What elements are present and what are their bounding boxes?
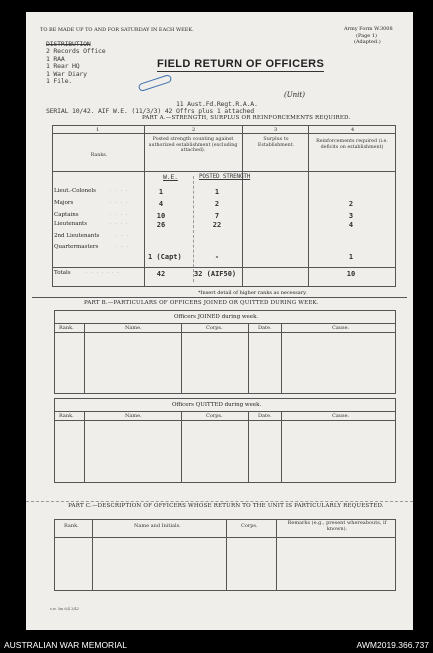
footnote: *Insert detail of higher ranks as necessary.	[198, 290, 307, 296]
reinf-value: 4	[348, 221, 354, 229]
distribution-line: 1 File.	[46, 77, 72, 85]
col-rank: Rank.	[59, 413, 74, 419]
archive-footer	[0, 634, 433, 653]
joined-title: Officers JOINED during week.	[174, 314, 259, 320]
print-code: s.w. 5m 6/4 3/42	[50, 607, 79, 611]
posted-value: 2	[214, 200, 220, 208]
col-rank: Rank.	[59, 325, 74, 331]
fold-line	[26, 501, 413, 502]
form-number: Army Form W.3008	[344, 26, 393, 32]
col-header-reinforcements: Reinforcements required (i.e. deficits on establishment)	[316, 139, 388, 150]
we-value: 4	[158, 200, 164, 208]
col-number: 4	[351, 127, 355, 133]
col-date: Date.	[258, 413, 272, 419]
distribution-line: 1 RAA	[46, 54, 65, 63]
col-remarks: Remarks (e.g., present whereabouts, if known).	[287, 520, 387, 532]
col-header-posted: Posted strength counting against authorized establishment (excluding attached).	[148, 137, 238, 153]
distribution-heading: DISTRIBUTION	[46, 40, 91, 48]
page-number: (Page 1)	[356, 33, 377, 39]
unit-value: 11 Aust.Fd.Regt.R.A.A.	[176, 100, 258, 108]
rank-label: Majors	[54, 200, 74, 206]
col-corps: Corps.	[206, 325, 223, 331]
leader-dots: · · ·	[116, 233, 129, 239]
col-name-initials: Name and Initials.	[134, 523, 181, 529]
posted-value: -	[214, 253, 220, 261]
col-name: Name.	[125, 325, 142, 331]
serial-line: SERIAL 10/42. AIF W.E. (11/3/3) 42 Offrs plus 1 attached	[46, 107, 254, 115]
col-number: 1	[96, 127, 100, 133]
we-subheader: W.E.	[163, 173, 178, 181]
unit-label: (Unit)	[284, 91, 305, 99]
arrow-annotation-icon	[138, 74, 173, 92]
posted-value: 7	[214, 212, 220, 220]
leader-dots: · · · · · · ·	[86, 270, 120, 276]
col-corps: Corps.	[206, 413, 223, 419]
distribution-list	[46, 48, 105, 86]
institution-name: AUSTRALIAN WAR MEMORIAL	[4, 640, 127, 650]
col-number: 3	[274, 127, 278, 133]
posted-total: 32 (AIF50)	[194, 270, 237, 278]
reinf-total: 10	[346, 270, 356, 278]
reinf-value: 1	[348, 253, 354, 261]
rank-label: Lieut.-Colonels	[54, 188, 96, 194]
part-c-title: PART C.—DESCRIPTION OF OFFICERS WHOSE RETURN TO THE UNIT IS PARTICULARLY REQUESTED.	[68, 503, 384, 509]
part-a-title: PART A.—STRENGTH, SURPLUS OR REINFORCEMENTS REQUIRED.	[142, 115, 351, 121]
totals-label: Totals	[54, 270, 71, 276]
form-title: FIELD RETURN OF OFFICERS	[157, 58, 325, 70]
posted-value: 22	[212, 221, 222, 229]
instruction-text: TO BE MADE UP TO AND FOR SATURDAY IN EACH WEEK.	[40, 27, 194, 33]
part-b-title: PART B.—PARTICULARS OF OFFICERS JOINED OR QUITTED DURING WEEK.	[84, 300, 319, 306]
posted-value: 1	[214, 188, 220, 196]
leader-dots: · · · ·	[110, 200, 129, 206]
distribution-line: 1 Rear HQ	[46, 62, 80, 70]
rank-label: Lieutenants	[54, 221, 88, 227]
col-number: 2	[192, 127, 196, 133]
col-cause: Cause.	[332, 325, 350, 331]
we-total: 42	[156, 270, 166, 278]
distribution-line: 2 Records Office	[46, 47, 106, 55]
col-name: Name.	[125, 413, 142, 419]
col-date: Date.	[258, 325, 272, 331]
col-header-surplus: Surplus to Establishment.	[257, 137, 295, 148]
we-value: 10	[156, 212, 166, 220]
rank-label: 2nd Lieutenants	[54, 233, 100, 239]
posted-subheader: POSTED STRENGTH	[199, 173, 251, 180]
col-corps: Corps.	[241, 523, 258, 529]
we-value: 1	[158, 188, 164, 196]
leader-dots: · · · ·	[110, 221, 129, 227]
leader-dots: · · · ·	[110, 188, 129, 194]
quitted-title: Officers QUITTED during week.	[172, 402, 262, 408]
col-rank: Rank.	[64, 523, 79, 529]
accession-number: AWM2019.366.737	[356, 640, 429, 650]
adapted-note: (Adapted.)	[354, 39, 381, 45]
distribution-line: 1 War Diary	[46, 69, 87, 78]
reinf-value: 3	[348, 212, 354, 220]
we-value: 1 (Capt)	[148, 253, 182, 261]
leader-dots: · · ·	[116, 244, 129, 250]
rank-label: Quartermasters	[54, 244, 99, 250]
we-value: 26	[156, 221, 166, 229]
col-header-ranks: Ranks.	[90, 153, 108, 158]
form-sheet	[26, 12, 413, 630]
col-cause: Cause.	[332, 413, 350, 419]
leader-dots: · · · ·	[110, 212, 129, 218]
rank-label: Captains	[54, 212, 79, 218]
reinf-value: 2	[348, 200, 354, 208]
